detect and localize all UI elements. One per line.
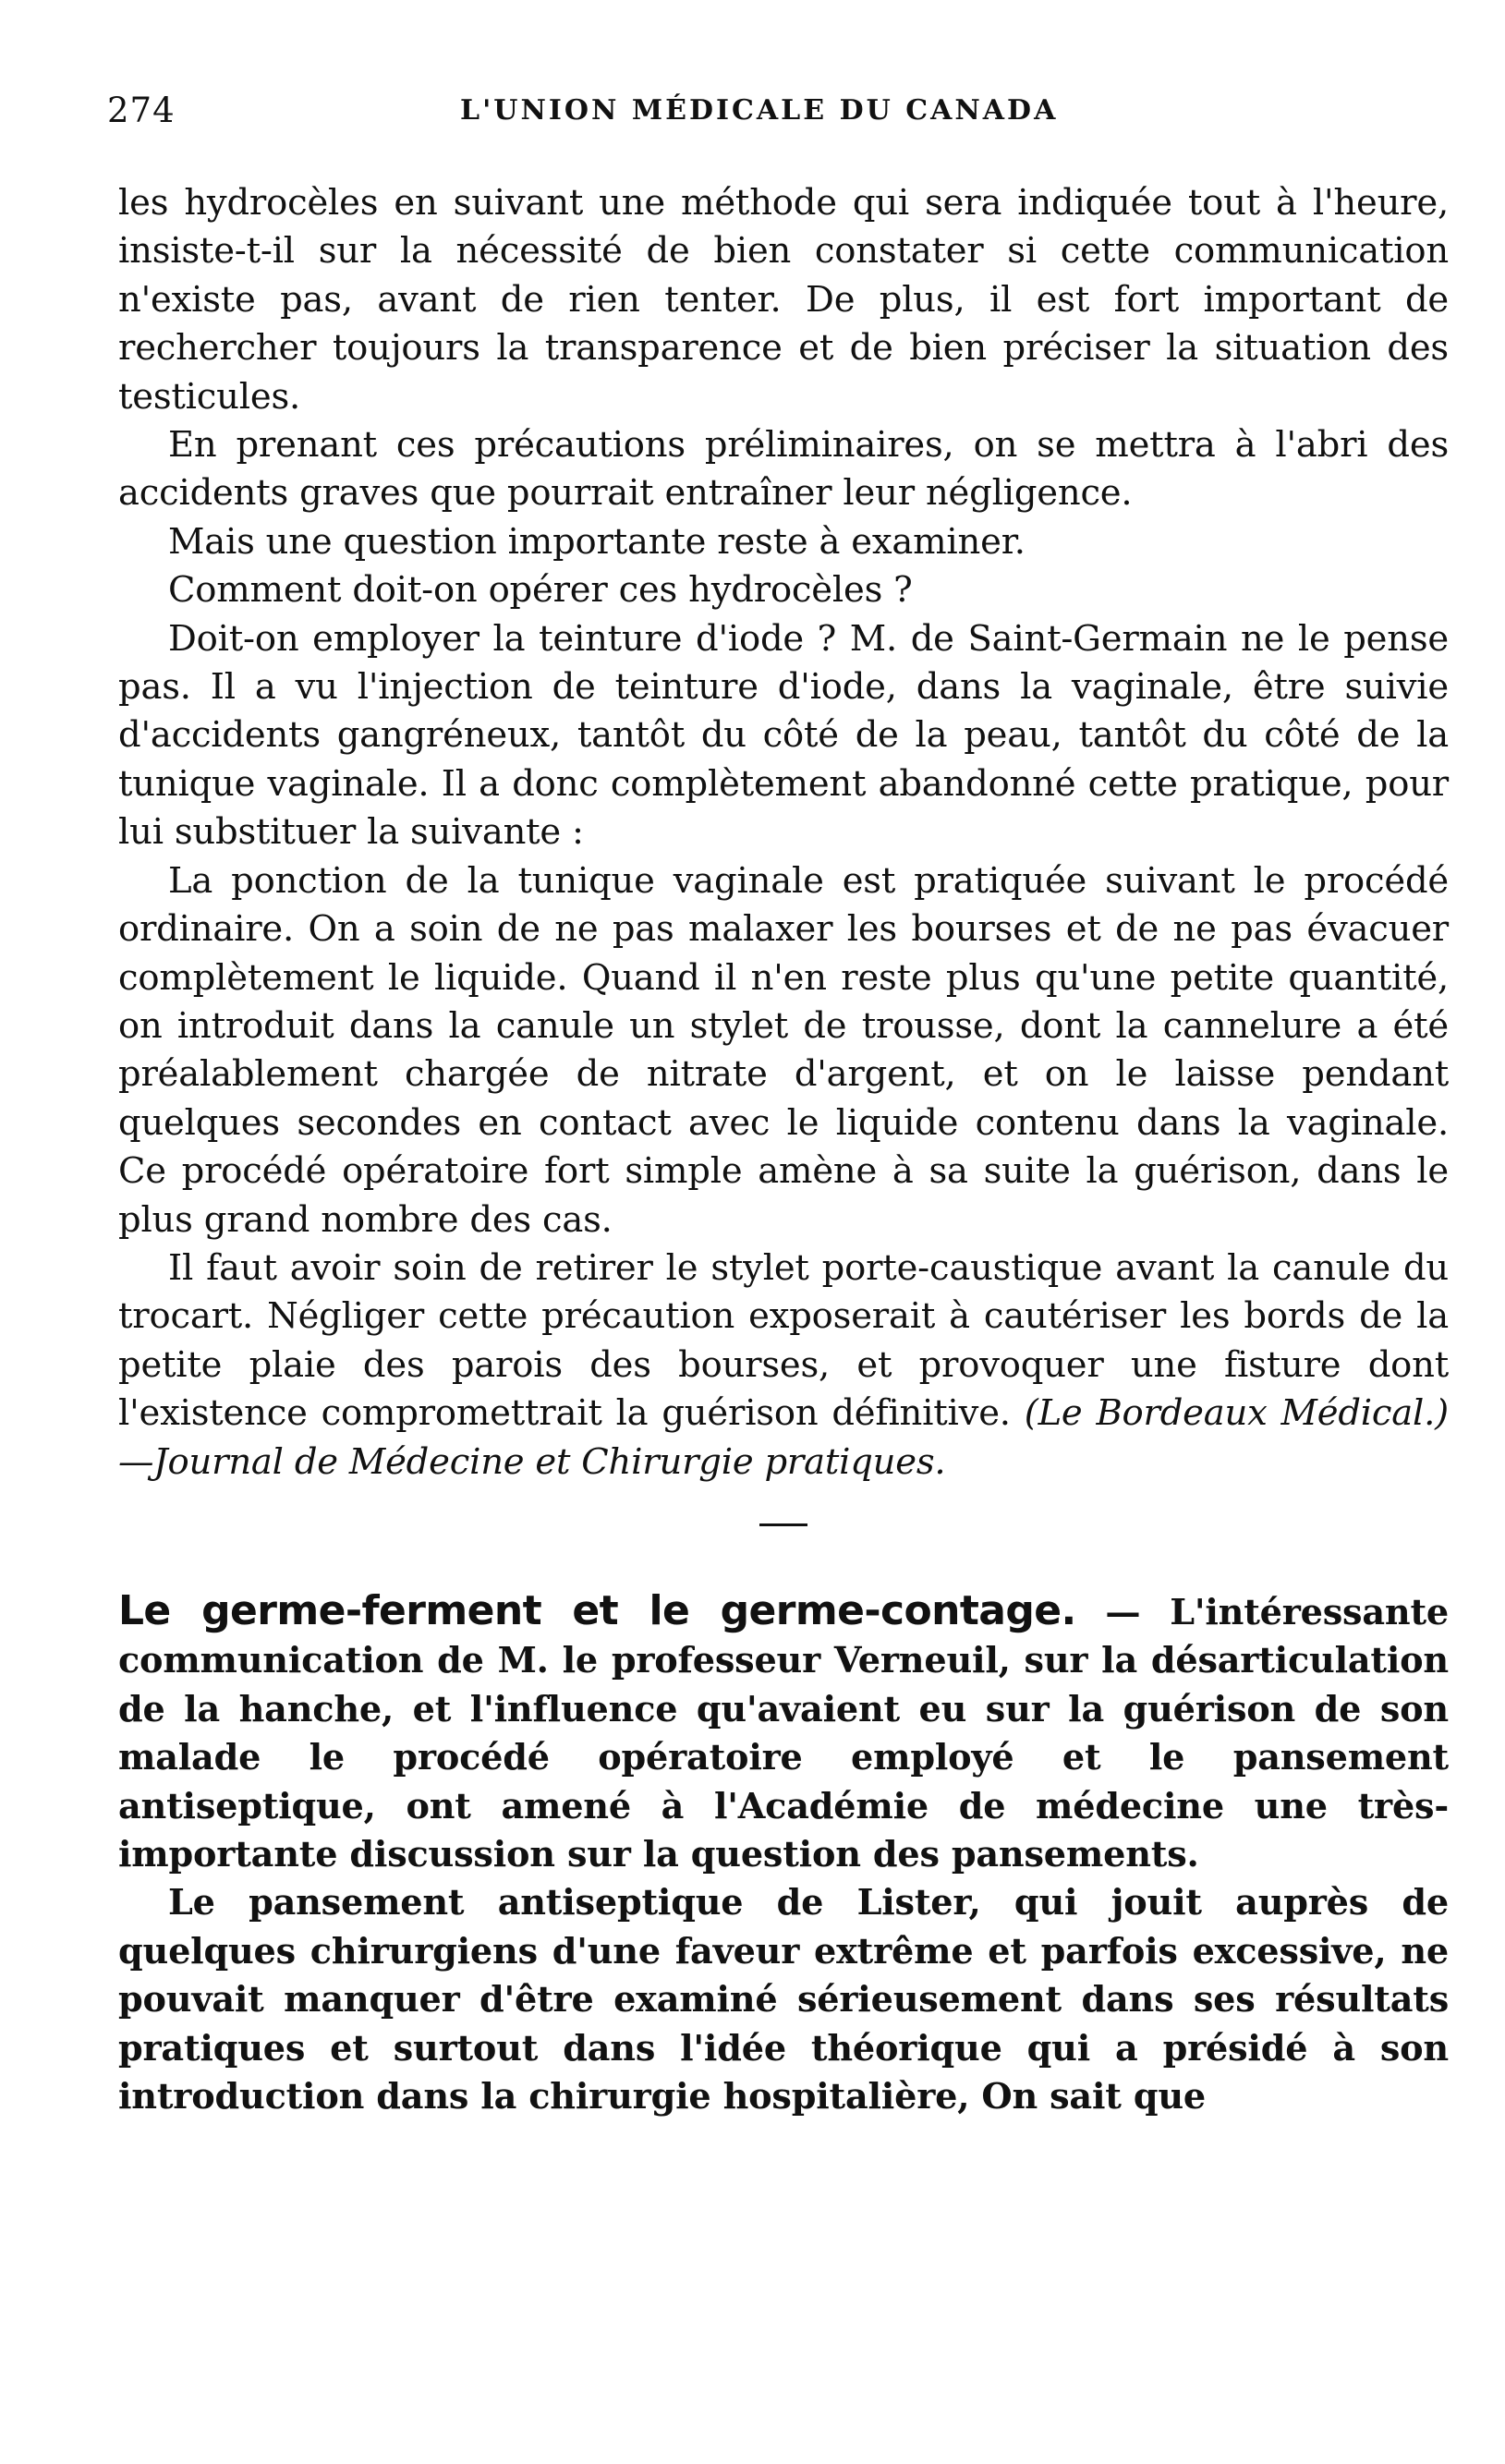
- paragraph: [118, 1587, 1449, 1879]
- journal-page: [107, 91, 1450, 2121]
- paragraph: Mais une question importante reste à examiner.: [168, 520, 1026, 563]
- paragraph-text: — L'intéressante communication de M. le professeur Verneuil, sur la désarticulation de la hanche, et l'influence qu'avaient eu sur la guérison de son malade le procédé opératoire employé et le pansement antiseptique, ont amené à l'Académie de médecine une très-importante discussion sur la question des pansements.: [118, 1591, 1450, 1875]
- page-number: 274: [107, 91, 176, 130]
- section-divider: [759, 1523, 807, 1526]
- paragraph: les hydrocèles en suivant une méthode qui sera indiquée tout à l'heure, insiste-t-il sur la nécessité de bien constater si cette communication n'existe pas, avant de rien tenter. De plus, il est fort important de rechercher toujours la transparence et de bien préciser la situation des testicules.: [118, 182, 1449, 418]
- paragraph-text: Il faut avoir soin de retirer le stylet porte-caustique avant la canule du trocart. Négliger cette précaution exposerait à cautériser les bords de la petite plaie des parois des bourses, et provoquer une fisture dont l'existence compromettrait la guérison définitive.: [118, 1246, 1449, 1435]
- running-head: L'UNION MÉDICALE DU CANADA: [460, 94, 1059, 127]
- article-hydrocele: [118, 179, 1449, 1487]
- paragraph: Doit-on employer la teinture d'iode ? M. de Saint-Germain ne le pense pas. Il a vu l'injection de teinture d'iode, dans la vaginale, être suivie d'accidents gangréneux, tantôt du côté de la peau, tantôt du côté de la tunique vaginale. Il a donc complètement abandonné cette pratique, pour lui substituer la suivante :: [118, 617, 1449, 854]
- paragraph: La ponction de la tunique vaginale est pratiquée suivant le procédé ordinaire. On a soin de ne pas malaxer les bourses et de ne pas évacuer complètement le liquide. Quand il n'en reste plus qu'une petite quantité, on introduit dans la canule un stylet de trousse, dont la cannelure a été préalablement chargée de nitrate d'argent, et on le laisse pendant quelques secondes en contact avec le liquide contenu dans la vaginale. Ce procédé opératoire fort simple amène à sa suite la guérison, dans le plus grand nombre des cas.: [118, 859, 1449, 1241]
- article-germe-ferment: [118, 1587, 1449, 2121]
- paragraph: Comment doit-on opérer ces hydrocèles ?: [168, 569, 913, 612]
- paragraph: [118, 1244, 1449, 1487]
- section-title: Le germe-ferment et le germe-contage.: [118, 1586, 1076, 1634]
- paragraph: Le pansement antiseptique de Lister, qui jouit auprès de quelques chirurgiens d'une faveur extrême et parfois excessive, ne pouvait manquer d'être examiné sérieusement dans ses résultats pratiques et surtout dans l'idée théorique qui a présidé à son introduction dans la chirurgie hospitalière, On sait que: [118, 1882, 1449, 2118]
- paragraph: En prenant ces précautions préliminaires, on se mettra à l'abri des accidents graves que pourrait entraîner leur négligence.: [118, 424, 1449, 515]
- source-citation: (Le Bordeaux Médical.)—Journal de Médecine et Chirurgie pratiques.: [118, 1392, 1449, 1483]
- page-header: [107, 91, 1449, 146]
